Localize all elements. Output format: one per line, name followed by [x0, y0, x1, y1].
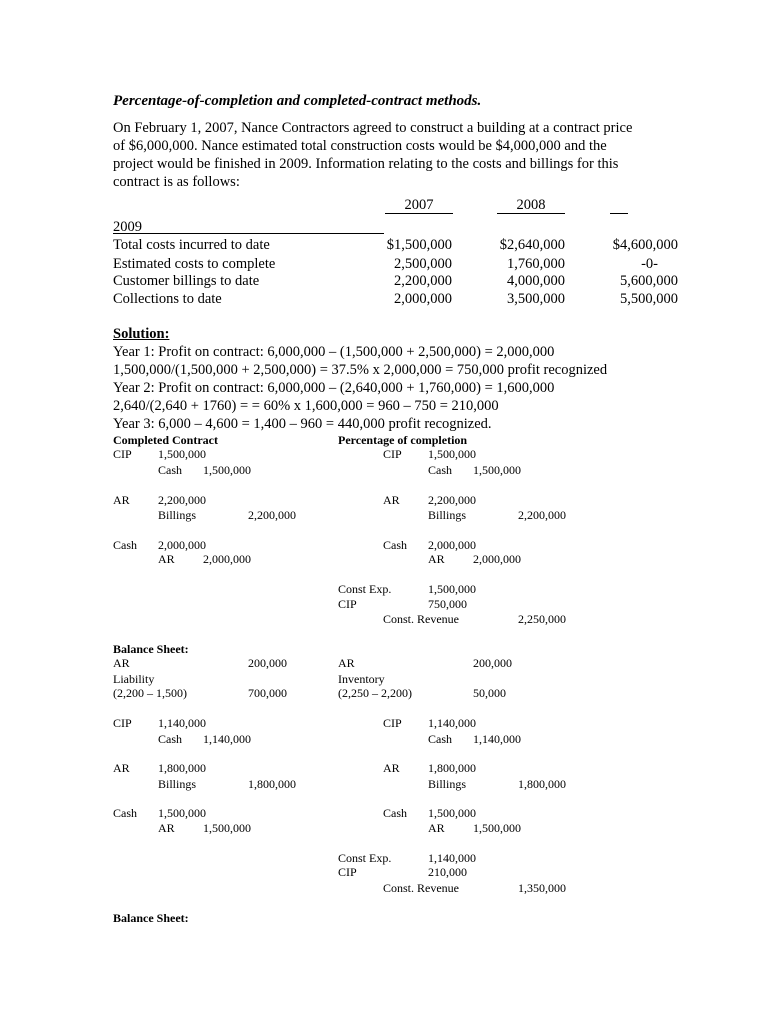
amount: 1,500,000: [428, 806, 476, 820]
account-cash: Cash: [113, 538, 137, 552]
solution-line: Year 1: Profit on contract: 6,000,000 – (1,500,000 + 2,500,000) = 2,000,000: [113, 344, 555, 360]
account-const-exp: Const Exp.: [338, 582, 392, 596]
liability-calc: (2,200 – 1,500): [113, 686, 187, 700]
amount: 1,140,000: [428, 716, 476, 730]
amount: 1,500,000: [203, 463, 251, 477]
amount: 1,800,000: [428, 761, 476, 775]
amount: 2,000,000: [428, 538, 476, 552]
account-cip: CIP: [113, 716, 132, 730]
solution-line: 1,500,000/(1,500,000 + 2,500,000) = 37.5% x 2,000,000 = 750,000 profit recognized: [113, 362, 608, 378]
amount: 2,200,000: [518, 508, 566, 522]
account-cip: CIP: [383, 716, 402, 730]
cell: 1,760,000: [507, 256, 565, 272]
page-title: Percentage-of-completion and completed-contract methods.: [113, 93, 482, 109]
row-label: Collections to date: [113, 291, 222, 307]
account-cip: CIP: [383, 447, 402, 461]
row-label: Estimated costs to complete: [113, 256, 276, 272]
completed-contract-header: Completed Contract: [113, 433, 218, 447]
intro-line-1: On February 1, 2007, Nance Contractors agreed to construct a building at a contract price: [113, 120, 633, 136]
cell: $4,600,000: [612, 237, 678, 253]
amount: 50,000: [473, 686, 506, 700]
account-billings: Billings: [158, 508, 197, 522]
amount: 200,000: [473, 656, 512, 670]
account-cash: Cash: [113, 806, 137, 820]
intro-line-2: of $6,000,000. Nance estimated total construction costs would be $4,000,000 and the: [113, 138, 607, 154]
row-label: Total costs incurred to date: [113, 237, 270, 253]
cell: $1,500,000: [386, 237, 452, 253]
amount: 2,200,000: [248, 508, 296, 522]
amount: 1,500,000: [428, 447, 476, 461]
account-cash: Cash: [158, 463, 182, 477]
balance-sheet-heading-2: Balance Sheet:: [113, 911, 189, 925]
intro-line-3: project would be finished in 2009. Information relating to the costs and billings for this: [113, 156, 619, 172]
account-ar: AR: [383, 493, 400, 507]
amount: 2,000,000: [158, 538, 206, 552]
account-cip: CIP: [338, 597, 357, 611]
account-const-revenue: Const. Revenue: [383, 881, 459, 895]
cell: 5,600,000: [620, 273, 678, 289]
amount: 2,200,000: [428, 493, 476, 507]
row-label: Customer billings to date: [113, 273, 260, 289]
amount: 1,800,000: [248, 777, 296, 791]
year-header-2008: 2008: [516, 197, 546, 213]
amount: 1,500,000: [428, 582, 476, 596]
account-ar: AR: [428, 821, 445, 835]
cell: 4,000,000: [507, 273, 565, 289]
amount: 2,000,000: [203, 552, 251, 566]
account-billings: Billings: [428, 777, 467, 791]
amount: 1,500,000: [158, 447, 206, 461]
account-ar: AR: [113, 493, 130, 507]
amount: 2,000,000: [473, 552, 521, 566]
cell: $2,640,000: [499, 237, 565, 253]
account-cash: Cash: [383, 538, 407, 552]
cell: 2,500,000: [394, 256, 452, 272]
balance-sheet-heading: Balance Sheet:: [113, 642, 189, 656]
intro-line-4: contract is as follows:: [113, 174, 240, 190]
amount: 1,140,000: [203, 732, 251, 746]
account-ar: AR: [113, 761, 130, 775]
amount: 1,350,000: [518, 881, 566, 895]
amount: 2,200,000: [158, 493, 206, 507]
year-header-2007: 2007: [404, 197, 434, 213]
amount: 1,800,000: [158, 761, 206, 775]
cell: 2,200,000: [394, 273, 452, 289]
account-ar: AR: [158, 552, 175, 566]
percentage-completion-header: Percentage of completion: [338, 433, 468, 447]
inventory-calc: (2,250 – 2,200): [338, 686, 412, 700]
amount: 2,250,000: [518, 612, 566, 626]
account-ar: AR: [113, 656, 130, 670]
account-inventory: Inventory: [338, 672, 385, 686]
account-ar: AR: [338, 656, 355, 670]
cell: 5,500,000: [620, 291, 678, 307]
amount: 1,500,000: [473, 821, 521, 835]
account-cash: Cash: [383, 806, 407, 820]
account-ar: AR: [428, 552, 445, 566]
cell: -0-: [641, 256, 658, 272]
solution-line: Year 2: Profit on contract: 6,000,000 – (2,640,000 + 1,760,000) = 1,600,000: [113, 380, 555, 396]
account-const-exp: Const Exp.: [338, 851, 392, 865]
solution-heading: Solution:: [113, 326, 170, 342]
amount: 1,500,000: [203, 821, 251, 835]
cell: 2,000,000: [394, 291, 452, 307]
amount: 1,800,000: [518, 777, 566, 791]
amount: 700,000: [248, 686, 287, 700]
account-cash: Cash: [428, 732, 452, 746]
amount: 210,000: [428, 865, 467, 879]
amount: 1,140,000: [473, 732, 521, 746]
account-ar: AR: [383, 761, 400, 775]
account-billings: Billings: [428, 508, 467, 522]
account-billings: Billings: [158, 777, 197, 791]
amount: 1,500,000: [473, 463, 521, 477]
amount: 750,000: [428, 597, 467, 611]
account-ar: AR: [158, 821, 175, 835]
account-liability: Liability: [113, 672, 155, 686]
cell: 3,500,000: [507, 291, 565, 307]
account-const-revenue: Const. Revenue: [383, 612, 459, 626]
amount: 200,000: [248, 656, 287, 670]
year-header-2009: 2009: [113, 219, 142, 235]
account-cash: Cash: [428, 463, 452, 477]
solution-line: Year 3: 6,000 – 4,600 = 1,400 – 960 = 440,000 profit recognized.: [113, 416, 492, 432]
account-cash: Cash: [158, 732, 182, 746]
account-cip: CIP: [338, 865, 357, 879]
amount: 1,140,000: [428, 851, 476, 865]
solution-line: 2,640/(2,640 + 1760) = = 60% x 1,600,000 = 960 – 750 = 210,000: [113, 398, 499, 414]
amount: 1,140,000: [158, 716, 206, 730]
account-cip: CIP: [113, 447, 132, 461]
amount: 1,500,000: [158, 806, 206, 820]
